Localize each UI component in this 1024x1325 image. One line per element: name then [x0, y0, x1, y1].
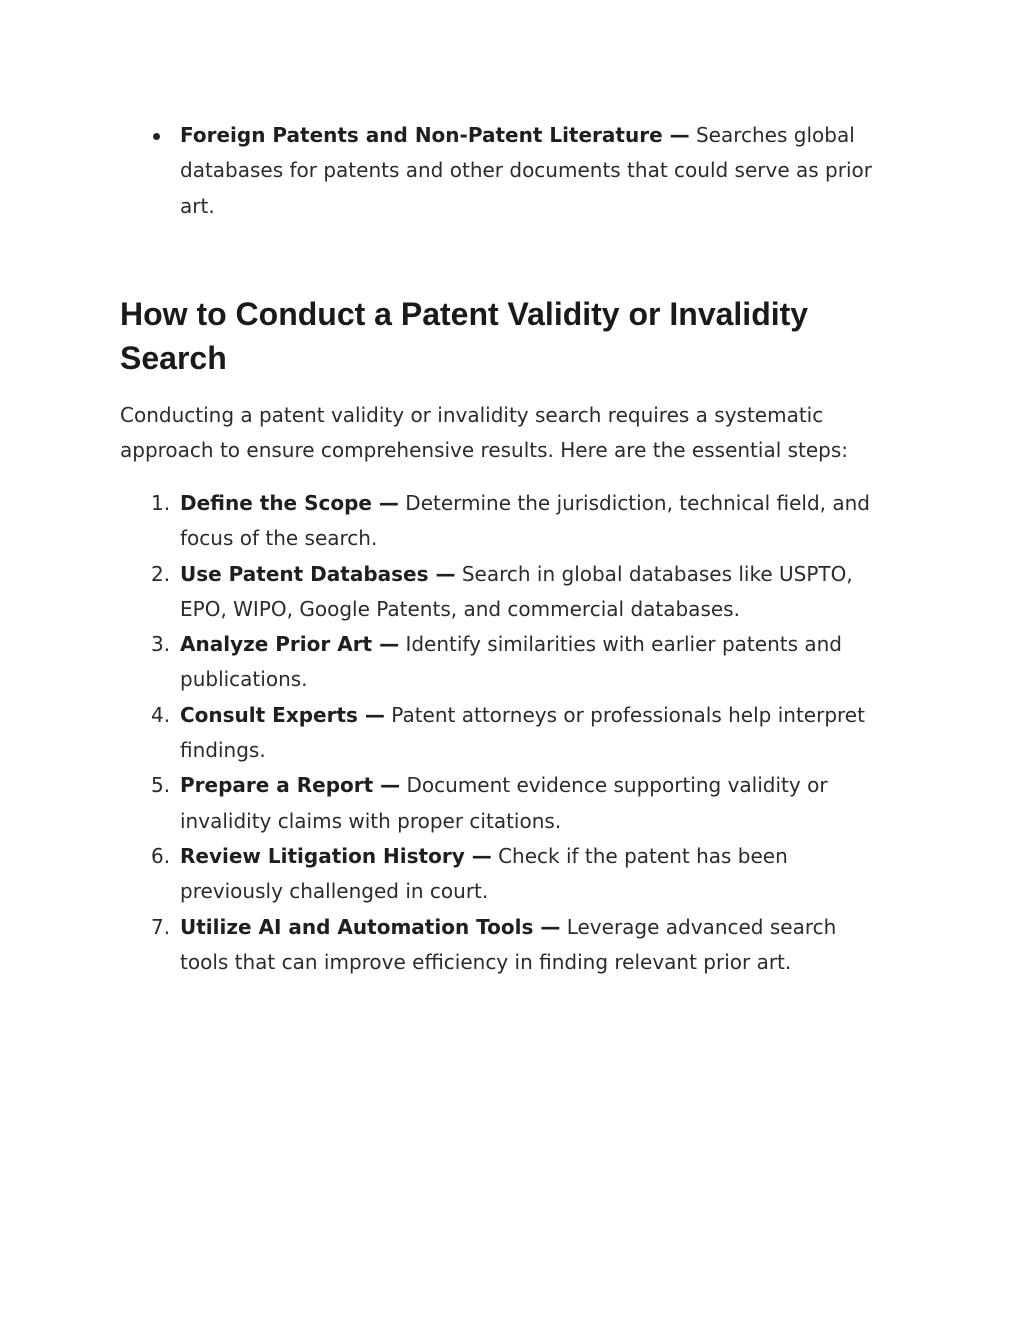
list-item — [120, 557, 890, 628]
step-text: Determine the jurisdiction, technical field, and focus of the search. — [180, 491, 870, 551]
step-number: 2. — [151, 561, 171, 586]
step-number: 4. — [151, 702, 171, 727]
item-lead: Foreign Patents and Non-Patent Literature — — [180, 123, 690, 147]
step-lead: Analyze Prior Art — — [180, 632, 400, 657]
step-text: Patent attorneys or professionals help interpret findings. — [180, 702, 865, 763]
step-text: Leverage advanced search tools that can improve efficiency in finding relevant prior art. — [180, 914, 837, 974]
step-lead: Consult Experts — — [180, 702, 385, 727]
step-lead: Use Patent Databases — — [180, 561, 456, 586]
step-lead: Utilize AI and Automation Tools — — [180, 914, 561, 939]
step-text: Identify similarities with earlier patents and publications. — [180, 632, 842, 692]
step-number: 7. — [151, 914, 171, 939]
list-item — [120, 486, 890, 557]
step-number: 6. — [151, 843, 171, 868]
list-item — [120, 627, 890, 698]
list-item — [120, 698, 890, 769]
list-item — [120, 768, 890, 839]
steps-list — [120, 486, 890, 980]
step-lead: Review Litigation History — — [180, 843, 492, 868]
section-heading: How to Conduct a Patent Validity or Invalidity Search — [120, 296, 809, 376]
list-item — [120, 118, 880, 224]
step-number: 5. — [151, 773, 171, 798]
step-text: Document evidence supporting validity or invalidity claims with proper citations. — [180, 773, 828, 833]
step-text: Check if the patent has been previously challenged in court. — [180, 843, 788, 904]
bullet-icon — [153, 133, 160, 140]
item-text: Searches global databases for patents and other documents that could serve as prior art. — [180, 123, 872, 218]
list-item — [120, 839, 890, 910]
step-lead: Prepare a Report — — [180, 773, 401, 798]
step-number: 1. — [151, 491, 171, 515]
step-number: 3. — [151, 632, 171, 657]
intro-paragraph: Conducting a patent validity or invalidity search requires a systematic approach to ensure comprehensive results. Here are the essential steps: — [120, 403, 849, 463]
step-lead: Define the Scope — — [180, 491, 399, 515]
list-item — [120, 910, 890, 981]
bullet-list — [120, 118, 880, 224]
step-text: Search in global databases like USPTO, EPO, WIPO, Google Patents, and commercial databases. — [180, 561, 853, 621]
